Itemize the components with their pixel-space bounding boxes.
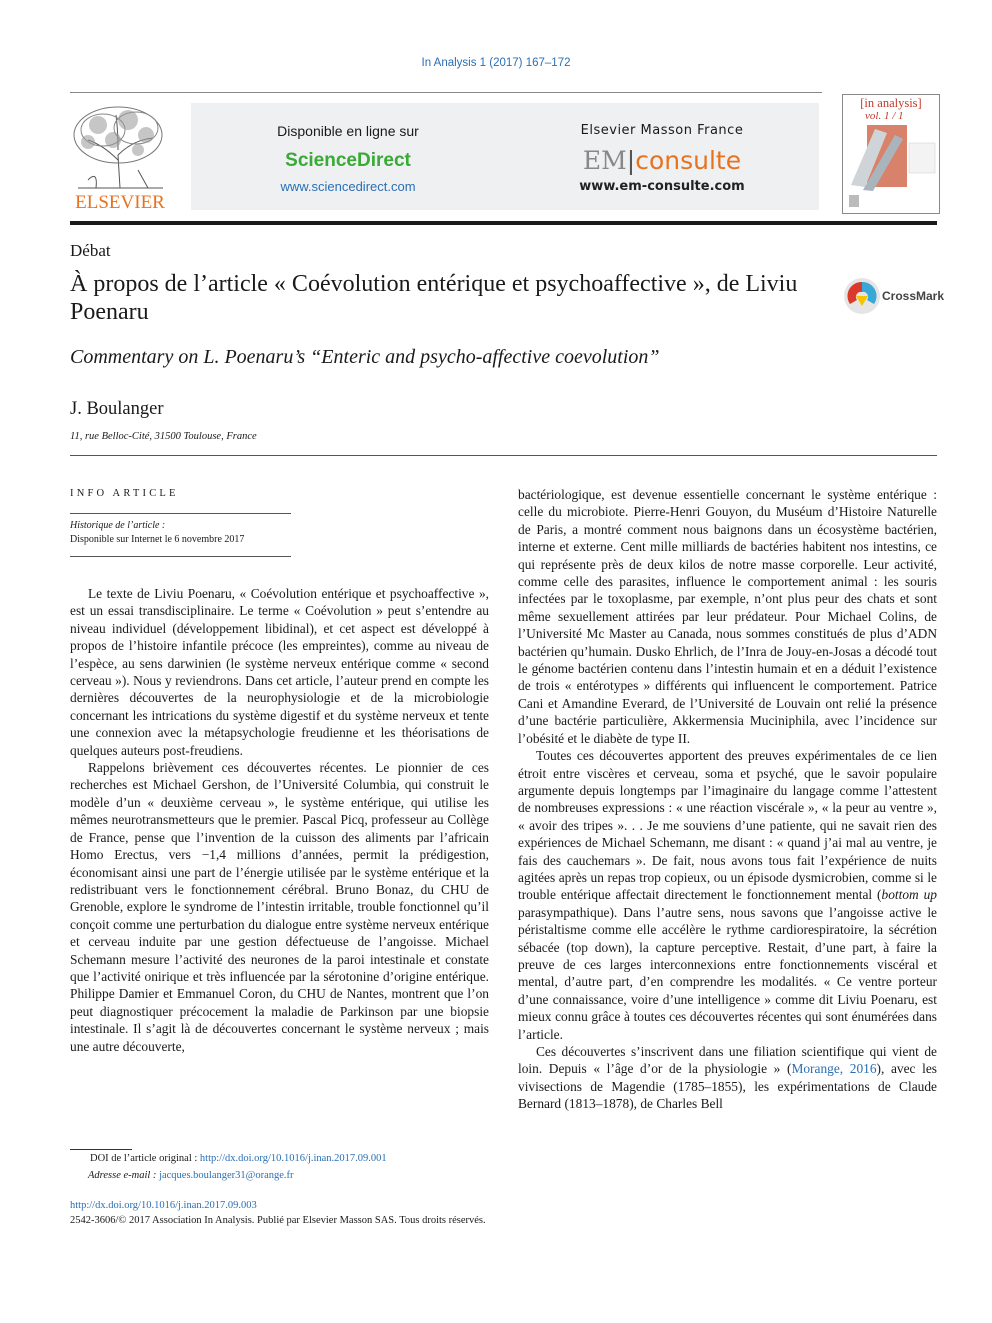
- available-online-label: Disponible en ligne sur: [277, 123, 419, 139]
- elsevier-tree-icon: [68, 100, 172, 212]
- email-footnote: [88, 1170, 294, 1181]
- cover-artwork-icon: [843, 95, 939, 213]
- article-title: À propos de l’article « Coévolution entérique et psychoaffective », de Liviu Poenaru: [70, 271, 798, 325]
- journal-reference[interactable]: In Analysis 1 (2017) 167–172: [421, 57, 571, 69]
- paragraph-text: parasympathique). Dans l’autre sens, nous savons que l’angoisse active le péristaltisme comme elle accélère le rythme cardiorespiratoire, la sécrétion sébacée (top down), la capture perceptive. Restait, d’une part, à faire la preuve de ces larges interconnexions entre fonctionnements viscéral et mental, d’autre part, d’en comprendre les modalités. « Ce ventre porteur d’une connaissance, voire d’une intelligence » comme dit Liviu Poenaru, est mieux connu grâce à toutes ces découvertes récentes qui sont énumérées dans l’article.: [518, 904, 937, 1042]
- consulte-wordmark: consulte: [635, 146, 742, 175]
- sciencedirect-link[interactable]: www.sciencedirect.com: [280, 179, 416, 194]
- paragraph: Le texte de Liviu Poenaru, « Coévolution entérique et psychoaffective », est un essai transdisciplinaire. Le terme « Coévolution » peut s’entendre au niveau individuel (développement libidinal), et cet aspect est développé à propos de l’histoire infantile précoce (les empreintes), comme au niveau de l’espèce, au sens darwinien (le système nerveux entérique comme « second cerveau »). Nous y reviendrons. Dans cet article, l’auteur prend en compte les dernières découvertes de la neurophysiologie et de la microbiologie concernant les intrications du système digestif et du système nerveux et tente une connexion avec la métapsychologie freudienne et les théorisations de quelques auteurs post-freudiens.: [70, 586, 489, 758]
- paragraph: Rappelons brièvement ces découvertes récentes. Le pionnier de ces recherches est Michael Gershon, de l’Université Columbia, qui construit le modèle d’un « deuxième cerveau », le système entérique, qui utilise les mêmes neurotransmetteurs que le premier. Pascal Picq, professeur au Collège de France, pense que l’invention de la cuisson des aliments par l’africain Homo Erectus, vers −1,4 millions d’années, permit la prédigestion, économisant ainsi une part de l’énergie utilisée par le système entérique et la redistribuant vers le fonctionnement cérébral. Bruno Bonaz, du CHU de Grenoble, explore le syndrome de l’intestin irritable, trouble fonctionnel qu’il conçoit comme une perturbation du dialogue entre système nerveux entérique et cerveau induite par une gestion défectueuse de l’angoisse. Michael Schemann mesure l’activité des neurones de la paroi intestinale et constate que l’activité onirique et très influencée par la sérotonine d’origine entérique. Philippe Damier et Emmanuel Coron, du CHU de Nantes, montrent que l’on peut diagnostiquer précocement la maladie de Parkinson par une biopsie intestinale. Il s’agit là de découvertes concernant le système nerveux ; mais une autre découverte,: [70, 760, 489, 1054]
- elsevier-logo[interactable]: [68, 100, 172, 212]
- copyright-line: 2542-3606/© 2017 Association In Analysis. Publié par Elsevier Masson SAS. Tous droits réservés.: [70, 1215, 486, 1226]
- email-link[interactable]: jacques.boulanger31@orange.fr: [159, 1170, 294, 1181]
- header-thick-rule: [70, 221, 937, 225]
- article-section: Débat: [70, 241, 111, 260]
- cover-volume: vol. 1 / 1: [865, 110, 904, 122]
- article-doi-link[interactable]: http://dx.doi.org/10.1016/j.inan.2017.09.003: [70, 1200, 257, 1211]
- author-affiliation: 11, rue Belloc-Cité, 31500 Toulouse, France: [70, 431, 257, 442]
- journal-cover[interactable]: [842, 94, 940, 214]
- email-label: Adresse e-mail :: [88, 1170, 160, 1181]
- availability-banner: [191, 103, 819, 210]
- emconsulte-brand[interactable]: EM|consulte: [582, 146, 742, 175]
- paragraph-text: ), avec les vivisections de Magendie (1785–1855), les expérimentations de Claude Bernard (1813–1878), de Charles Bell: [518, 1061, 937, 1112]
- cover-title: [in analysis]: [860, 96, 922, 110]
- elsevier-masson-label: Elsevier Masson France: [580, 123, 744, 138]
- em-wordmark: EM: [582, 146, 627, 175]
- paragraph-text: Toutes ces découvertes apportent des preuves expérimentales de ce lien étroit entre viscères et cerveau, soma et psyché, que le savoir populaire argumente depuis longtemps par l’imaginaire du langage comme l’attestent de nombreuses expressions : « une réaction viscérale », « la peur au ventre », « avoir des tripes ». . . Je me souviens d’une patiente, qui ne savait rien des expériences de Michael Schemann, me disant : « quand j’ai mal au ventre, je fais des cauchemars ». De fait, nous avons tous fait l’expérience de nuits agitées après un repas trop copieux, ou un épisode dysmicrobien, comme si le trouble entérique affectait directement le fonctionnement mental (: [518, 748, 937, 903]
- italic-term: bottom up: [881, 887, 937, 903]
- footnote-rule: [70, 1149, 132, 1150]
- emconsulte-link[interactable]: www.em-consulte.com: [579, 179, 745, 194]
- crossmark-badge[interactable]: [842, 276, 945, 316]
- article-subtitle: Commentary on L. Poenaru’s “Enteric and psycho-affective coevolution”: [70, 346, 660, 368]
- original-doi-link[interactable]: http://dx.doi.org/10.1016/j.inan.2017.09.001: [199, 1153, 387, 1164]
- paragraph: bactériologique, est devenue essentielle concernant le système entérique : celle du microbiote. Pierre-Henri Gouyon, du Muséum d’Histoire Naturelle de Paris, a montré comment nous baignons dans un écosystème bactérien, interne et externe. Cent mille milliards de bactéries habitent nos intestins, ce qui représente près de deux kilos de notre masse corporelle. Leur activité, comme celle des parasites, influence le comportement animal : les souris infectées par le toxoplasme, par exemple, n’ont plus peur des chats et sont même sexuellement attirées par leur prédateur. Pour Michael Colins, de l’Université Mc Master au Canada, nous sommes constitués de plus d’ADN bactérien qu’humain. Dusko Ehrlich, de l’Inra de Jouy-en-Josas a décodé tout le génome bactérien contenu dans l’intestin humain et en a déduit l’existence de trois « entérotypes » différents qui influencent le comportement. Patrice Cani et Amandine Everard, de l’Université de Louvain ont relié la présence d’une bactérie particulière, Akkermensia Muciniphila, avec l’incidence sur l’obésité et le diabète de type II.: [518, 487, 937, 746]
- crossmark-label: CrossMark: [882, 289, 945, 303]
- history-value: Disponible sur Internet le 6 novembre 2017: [70, 534, 245, 545]
- author-name[interactable]: J. Boulanger: [70, 399, 164, 419]
- citation-link[interactable]: Morange, 2016: [791, 1061, 877, 1077]
- front-matter-rule: [70, 455, 937, 456]
- original-doi-footnote: [90, 1153, 387, 1164]
- sciencedirect-brand[interactable]: ScienceDirect: [285, 150, 411, 171]
- crossmark-icon: [842, 276, 882, 316]
- info-rule-bottom: [70, 556, 291, 557]
- paragraph: [518, 1043, 937, 1113]
- info-rule-top: [70, 513, 291, 514]
- body-left-column: [70, 585, 489, 1055]
- history-label: Historique de l’article :: [70, 520, 166, 531]
- header-rule: [70, 92, 822, 93]
- article-info-heading: INFO ARTICLE: [70, 488, 179, 499]
- original-doi-label: DOI de l’article original :: [90, 1153, 200, 1164]
- paragraph-text: Ces découvertes s’inscrivent dans une filiation scientifique qui vient de loin. Depuis « l’âge d’or de la physiologie » (: [518, 1044, 937, 1077]
- paragraph: [518, 747, 937, 1043]
- body-right-column: [518, 486, 937, 1113]
- elsevier-wordmark: ELSEVIER: [75, 192, 165, 212]
